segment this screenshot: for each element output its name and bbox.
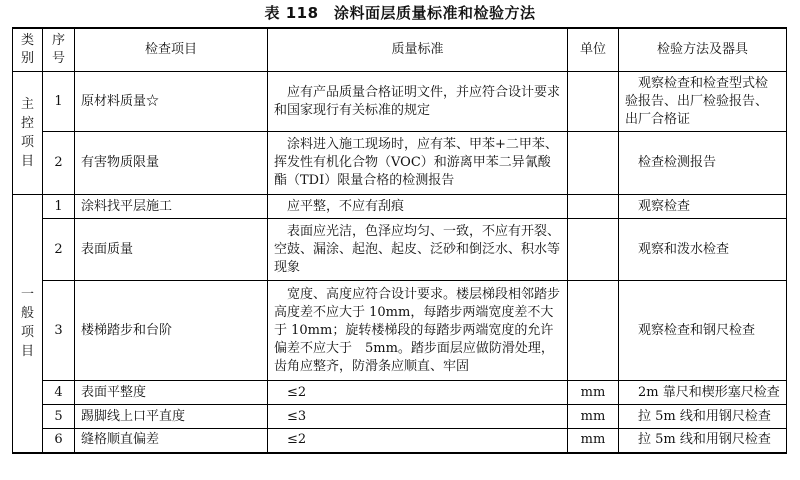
row-unit (568, 195, 619, 219)
row-seq: 2 (43, 132, 75, 195)
row-seq: 2 (43, 219, 75, 281)
row-standard: ≤2 (268, 429, 568, 453)
row-unit (568, 219, 619, 281)
quality-standards-table (12, 27, 787, 454)
row-standard: 应平整，不应有刮痕 (268, 195, 568, 219)
table-row (13, 72, 787, 132)
row-method: 观察和泼水检查 (619, 219, 787, 281)
row-seq: 4 (43, 381, 75, 405)
table-row (13, 381, 787, 405)
row-standard: 应有产品质量合格证明文件，并应符合设计要求和国家现行有关标准的规定 (268, 72, 568, 132)
row-item: 缝格顺直偏差 (75, 429, 268, 453)
table-header-row (13, 28, 787, 72)
row-unit: mm (568, 429, 619, 453)
row-unit: mm (568, 405, 619, 429)
row-seq: 3 (43, 281, 75, 381)
row-method: 检查检测报告 (619, 132, 787, 195)
table-row (13, 219, 787, 281)
table-row (13, 429, 787, 453)
category-main-control: 主 控 项 目 (13, 72, 43, 195)
row-standard: 宽度、高度应符合设计要求。楼层梯段相邻踏步高度差不应大于 10mm，每踏步两端宽度差不大于 10mm；旋转楼梯段的每踏步两端宽度的允许偏差不应大于 5mm。踏步面层应做防滑处理，齿角应整齐，防滑条应顺直、牢固 (268, 281, 568, 381)
row-item: 表面平整度 (75, 381, 268, 405)
row-item: 原材料质量☆ (75, 72, 268, 132)
row-seq: 1 (43, 195, 75, 219)
row-unit (568, 281, 619, 381)
row-method: 观察检查和检查型式检验报告、出厂检验报告、出厂合格证 (619, 72, 787, 132)
row-item: 踢脚线上口平直度 (75, 405, 268, 429)
row-method: 2m 靠尺和楔形塞尺检查 (619, 381, 787, 405)
row-seq: 1 (43, 72, 75, 132)
row-item: 楼梯踏步和台阶 (75, 281, 268, 381)
row-seq: 5 (43, 405, 75, 429)
row-item: 有害物质限量 (75, 132, 268, 195)
row-standard: ≤2 (268, 381, 568, 405)
row-method: 观察检查和钢尺检查 (619, 281, 787, 381)
category-general: 一 般 项 目 (13, 195, 43, 453)
row-method: 观察检查 (619, 195, 787, 219)
row-unit (568, 132, 619, 195)
header-category: 类 别 (13, 28, 43, 72)
table-row (13, 195, 787, 219)
row-standard: 涂料进入施工现场时，应有苯、甲苯+二甲苯、挥发性有机化合物（VOC）和游离甲苯二异氰酸酯（TDI）限量合格的检测报告 (268, 132, 568, 195)
row-item: 表面质量 (75, 219, 268, 281)
row-unit (568, 72, 619, 132)
header-item: 检查项目 (75, 28, 268, 72)
header-unit: 单位 (568, 28, 619, 72)
table-row (13, 281, 787, 381)
table-row (13, 132, 787, 195)
row-seq: 6 (43, 429, 75, 453)
table-row (13, 405, 787, 429)
row-standard: ≤3 (268, 405, 568, 429)
header-standard: 质量标准 (268, 28, 568, 72)
header-method: 检验方法及器具 (619, 28, 787, 72)
table-title: 表 118 涂料面层质量标准和检验方法 (264, 4, 536, 22)
row-method: 拉 5m 线和用钢尺检查 (619, 405, 787, 429)
row-item: 涂料找平层施工 (75, 195, 268, 219)
row-standard: 表面应光洁，色泽应均匀、一致，不应有开裂、空鼓、漏涂、起泡、起皮、泛砂和倒泛水、积水等现象 (268, 219, 568, 281)
row-unit: mm (568, 381, 619, 405)
row-method: 拉 5m 线和用钢尺检查 (619, 429, 787, 453)
header-seq: 序 号 (43, 28, 75, 72)
